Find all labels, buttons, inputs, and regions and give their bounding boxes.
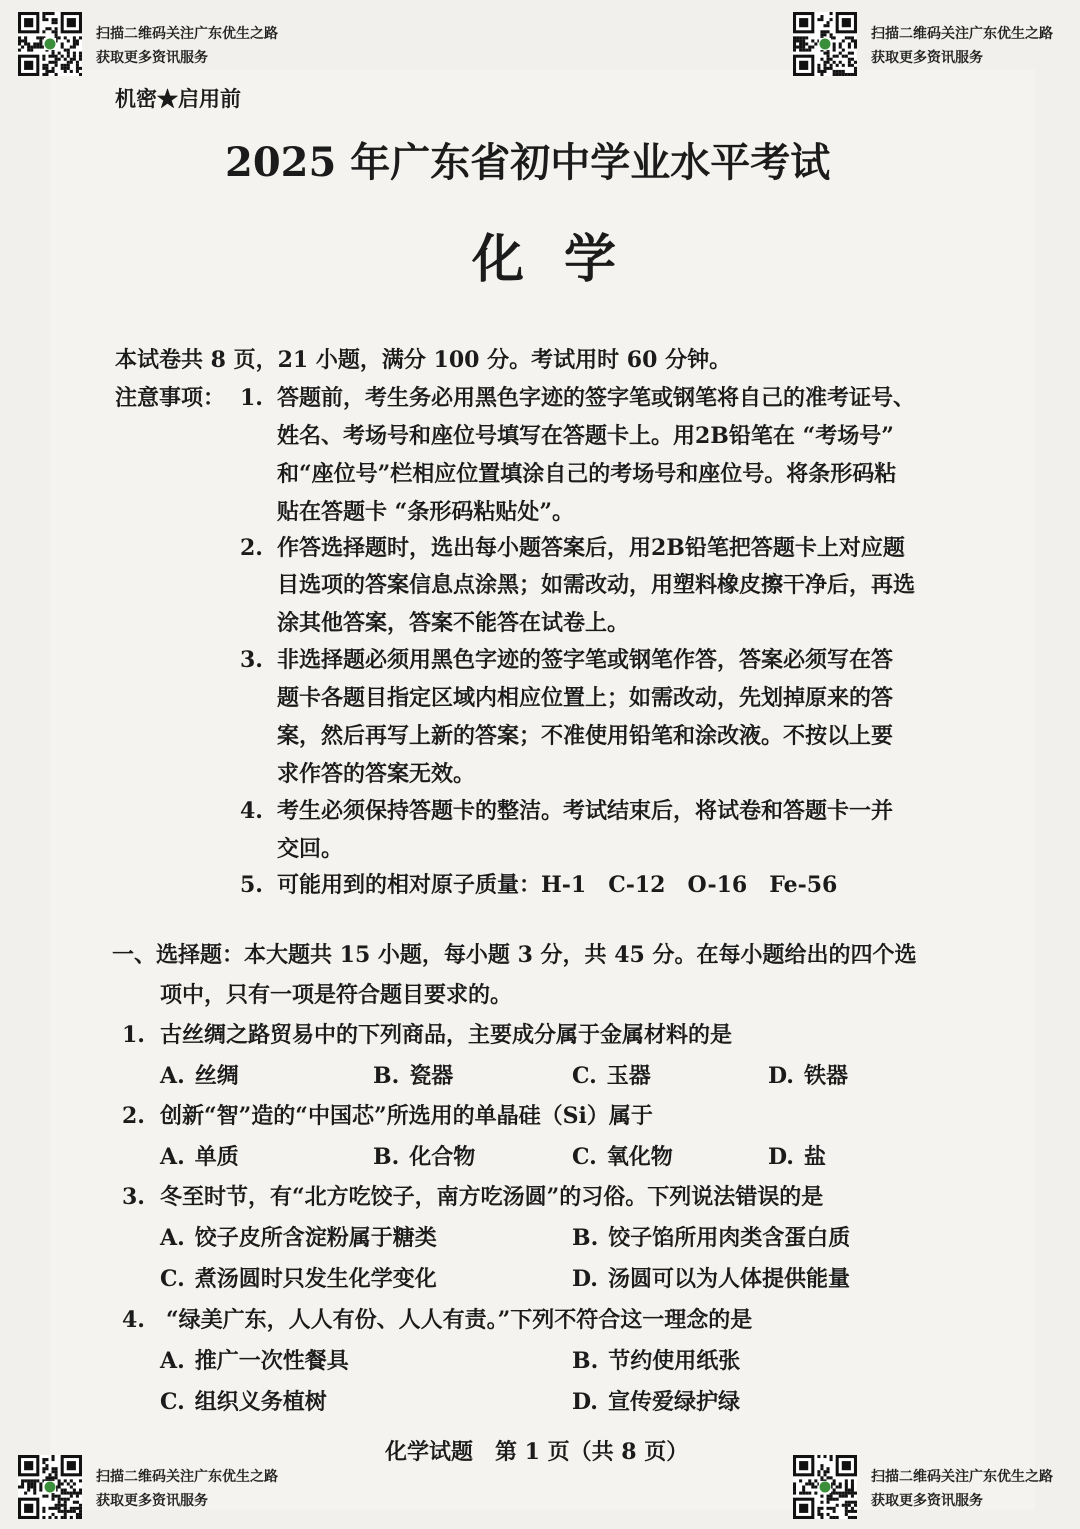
option-text: 汤圆可以为人体提供能量	[607, 1266, 850, 1292]
option-text: 单质	[194, 1144, 239, 1170]
note-line: 案，然后再写上新的答案；不准使用铅笔和涂改液。不按以上要	[277, 723, 894, 749]
note-number: 5.	[240, 872, 263, 898]
question-text: 冬至时节，有“北方吃饺子，南方吃汤圆”的习俗。下列说法错误的是	[160, 1184, 824, 1210]
note-line: 交回。	[277, 836, 344, 862]
note-line: 姓名、考场号和座位号填写在答题卡上。用2B铅笔在 “考场号”	[277, 423, 894, 449]
watermark-line1: 扫描二维码关注广东优生之路	[96, 26, 278, 42]
note-line: 答题前，考生务必用黑色字迹的签字笔或钢笔将自己的准考证号、	[277, 385, 916, 411]
watermark-line2: 获取更多资讯服务	[871, 1493, 983, 1509]
option-d[interactable]	[572, 1264, 850, 1294]
watermark-line1: 扫描二维码关注广东优生之路	[871, 1469, 1053, 1485]
option-label: B.	[572, 1225, 599, 1251]
option-label: D.	[768, 1144, 794, 1170]
question-text: “绿美广东，人人有份、人人有责。”下列不符合这一理念的是	[166, 1307, 753, 1333]
option-d[interactable]	[768, 1061, 848, 1091]
option-c[interactable]	[572, 1061, 651, 1091]
watermark-line2: 获取更多资讯服务	[871, 50, 983, 66]
option-label: D.	[572, 1266, 598, 1292]
watermark-line1: 扫描二维码关注广东优生之路	[96, 1469, 278, 1485]
option-a[interactable]	[160, 1142, 239, 1172]
question-number: 2.	[122, 1103, 145, 1129]
option-label: B.	[373, 1063, 400, 1089]
note-line: 求作答的答案无效。	[277, 761, 476, 787]
notes-label: 注意事项：	[115, 385, 226, 411]
option-label: A.	[160, 1348, 185, 1374]
option-a[interactable]	[160, 1223, 437, 1253]
note-line: 题卡各题目指定区域内相应位置上；如需改动，先划掉原来的答	[277, 685, 894, 711]
question-number: 4.	[122, 1307, 145, 1333]
option-b[interactable]	[373, 1142, 475, 1172]
option-a[interactable]	[160, 1346, 349, 1376]
subject-title: 化学	[472, 229, 657, 290]
option-text: 组织义务植树	[194, 1389, 327, 1415]
option-label: A.	[160, 1225, 185, 1251]
confidential-label: 机密★启用前	[115, 86, 241, 111]
option-d[interactable]	[572, 1387, 740, 1417]
option-label: B.	[373, 1144, 400, 1170]
note-number: 4.	[240, 798, 263, 824]
note-line: 可能用到的相对原子质量：H-1 C-12 O-16 Fe-56	[277, 872, 838, 898]
option-text: 节约使用纸张	[608, 1348, 741, 1374]
note-number: 2.	[240, 535, 263, 561]
option-text: 饺子馅所用肉类含蛋白质	[608, 1225, 851, 1251]
option-b[interactable]	[572, 1346, 740, 1376]
question-number: 3.	[122, 1184, 145, 1210]
qr-code-icon[interactable]	[18, 1455, 82, 1519]
option-label: B.	[572, 1348, 599, 1374]
option-text: 饺子皮所含淀粉属于糖类	[194, 1225, 437, 1251]
option-a[interactable]	[160, 1061, 239, 1091]
qr-code-icon[interactable]	[793, 1455, 857, 1519]
qr-code-icon[interactable]	[793, 12, 857, 76]
option-label: C.	[572, 1144, 597, 1170]
option-label: A.	[160, 1063, 185, 1089]
option-label: C.	[572, 1063, 597, 1089]
option-d[interactable]	[768, 1142, 826, 1172]
note-line: 涂其他答案，答案不能答在试卷上。	[277, 610, 630, 636]
section-heading-cont: 项中，只有一项是符合题目要求的。	[160, 982, 513, 1008]
option-c[interactable]	[160, 1264, 437, 1294]
question-text: 创新“智”造的“中国芯”所选用的单晶硅（Si）属于	[160, 1103, 653, 1129]
option-text: 化合物	[409, 1144, 476, 1170]
option-b[interactable]	[572, 1223, 850, 1253]
watermark-line2: 获取更多资讯服务	[96, 50, 208, 66]
option-c[interactable]	[572, 1142, 673, 1172]
watermark-line2: 获取更多资讯服务	[96, 1493, 208, 1509]
section-heading: 一、选择题：本大题共 15 小题，每小题 3 分，共 45 分。在每小题给出的四个选	[112, 942, 917, 968]
note-line: 目选项的答案信息点涂黑；如需改动，用塑料橡皮擦干净后，再选	[277, 572, 916, 598]
option-text: 铁器	[803, 1063, 848, 1089]
option-text: 瓷器	[409, 1063, 454, 1089]
note-line: 和“座位号”栏相应位置填涂自己的考场号和座位号。将条形码粘	[277, 461, 897, 487]
option-text: 宣传爱绿护绿	[607, 1389, 740, 1415]
option-label: D.	[572, 1389, 598, 1415]
option-text: 氧化物	[606, 1144, 673, 1170]
page-footer: 化学试题 第 1 页（共 8 页）	[385, 1439, 689, 1465]
qr-code-icon[interactable]	[18, 12, 82, 76]
option-text: 盐	[803, 1144, 826, 1170]
option-text: 丝绸	[194, 1063, 239, 1089]
option-label: C.	[160, 1266, 185, 1292]
note-line: 作答选择题时，选出每小题答案后，用2B铅笔把答题卡上对应题	[277, 535, 905, 561]
option-label: C.	[160, 1389, 185, 1415]
note-number: 3.	[240, 647, 263, 673]
option-b[interactable]	[373, 1061, 453, 1091]
note-line: 非选择题必须用黑色字迹的签字笔或钢笔作答，答案必须写在答	[277, 647, 894, 673]
question-text: 古丝绸之路贸易中的下列商品，主要成分属于金属材料的是	[160, 1022, 733, 1048]
option-text: 煮汤圆时只发生化学变化	[194, 1266, 437, 1292]
note-number: 1.	[240, 385, 263, 411]
option-text: 玉器	[606, 1063, 651, 1089]
note-line: 贴在答题卡 “条形码粘贴处”。	[277, 499, 574, 525]
page-title: 2025 年广东省初中学业水平考试	[225, 139, 831, 186]
exam-intro: 本试卷共 8 页，21 小题，满分 100 分。考试用时 60 分钟。	[115, 347, 732, 373]
option-label: D.	[768, 1063, 794, 1089]
option-label: A.	[160, 1144, 185, 1170]
watermark-line1: 扫描二维码关注广东优生之路	[871, 26, 1053, 42]
option-text: 推广一次性餐具	[194, 1348, 349, 1374]
question-number: 1.	[122, 1022, 145, 1048]
option-c[interactable]	[160, 1387, 327, 1417]
note-line: 考生必须保持答题卡的整洁。考试结束后，将试卷和答题卡一并	[277, 798, 894, 824]
